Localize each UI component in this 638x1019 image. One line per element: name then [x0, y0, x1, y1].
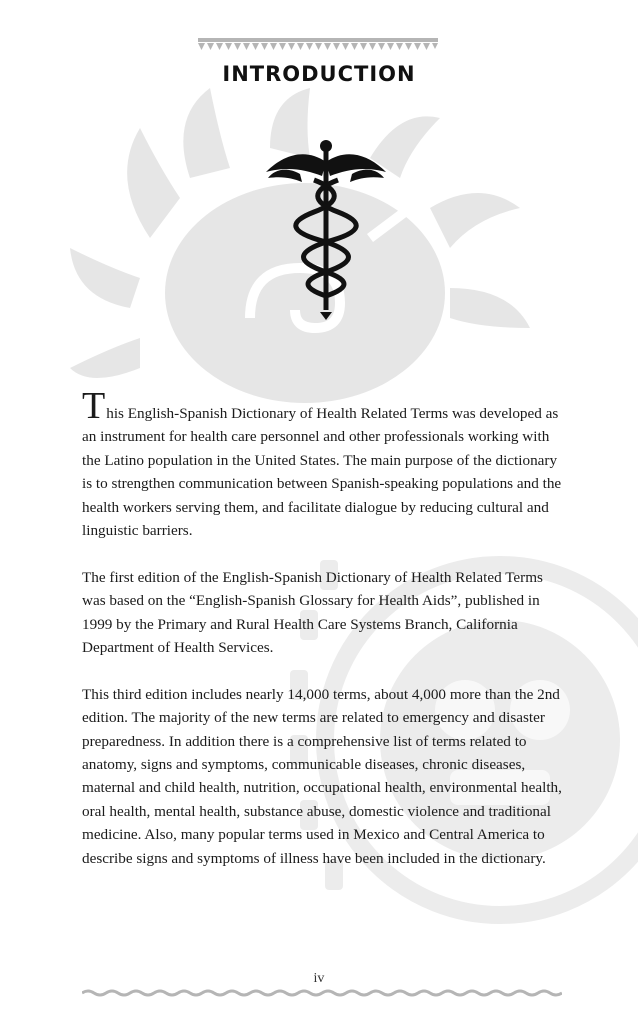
- bottom-decorative-band: [82, 989, 562, 997]
- page-number: iv: [313, 971, 325, 986]
- paragraph-2: The first edition of the English-Spanish Dictionary of Health Related Terms was based on the “English-Spanish Glossary for Health Aids”, published in 1999 by the Primary and Rural Health Care Systems Branch, California Department of Health Services.: [82, 568, 543, 657]
- top-decorative-band: [198, 38, 438, 52]
- page-title: INTRODUCTION: [222, 62, 416, 86]
- paragraph-1: [82, 385, 562, 542]
- drop-cap: T: [82, 385, 106, 427]
- paragraph-1-text: his English-Spanish Dictionary of Health Related Terms was developed as an instrument for health care personnel and other professionals working with the Latino population in the United States. The main purpose of the dictionary is to strengthen communication between Spanish-speaking populations and the health workers serving them, and facilitate dialogue by reducing cultural and linguistic barriers.: [82, 405, 562, 540]
- paragraph-3: This third edition includes nearly 14,000 terms, about 4,000 more than the 2nd edition. The majority of the new terms are related to emergency and disaster preparedness. In addition there is a comprehensive list of terms related to anatomy, signs and symptoms, communicable diseases, chronic diseases, maternal and child health, nutrition, occupational health, environmental health, oral health, mental health, substance abuse, domestic violence and traditional medicine. Also, many popular terms used in Mexico and Central America to describe signs and symptoms of illness have been included in the dictionary.: [82, 685, 562, 867]
- body-text: [82, 385, 562, 893]
- caduceus-icon: [266, 140, 386, 320]
